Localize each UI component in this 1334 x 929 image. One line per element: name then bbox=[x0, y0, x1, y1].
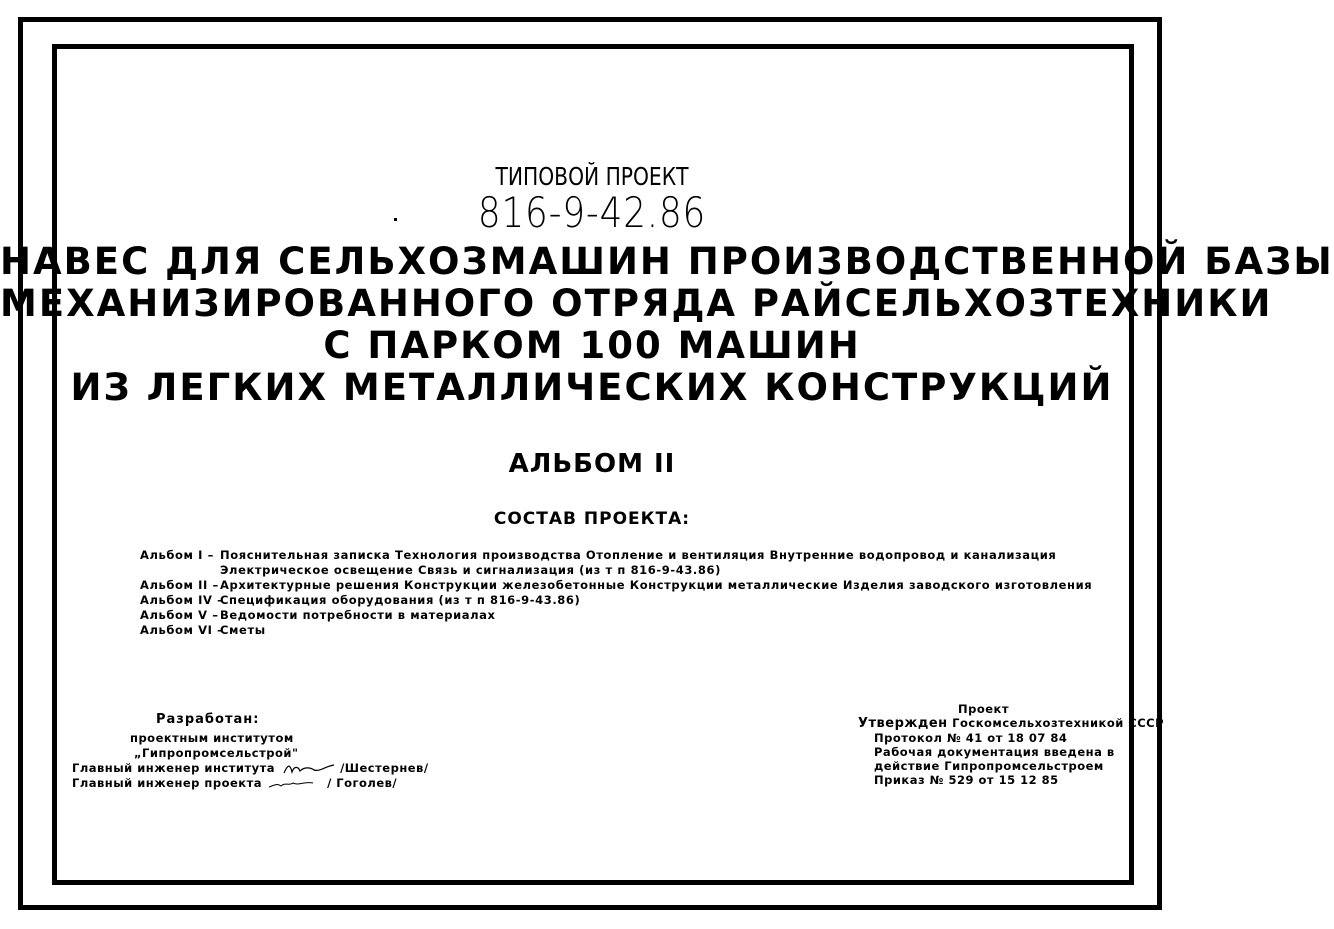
developer-block bbox=[72, 712, 429, 791]
signature-icon bbox=[267, 777, 323, 791]
chief-engineer-project-row bbox=[72, 776, 429, 791]
album-key bbox=[140, 563, 220, 578]
title-line-4: ИЗ ЛЕГКИХ МЕТАЛЛИЧЕСКИХ КОНСТРУКЦИЙ bbox=[70, 366, 1114, 409]
album-value: Пояснительная записка Технология производства Отопление и вентиляция Внутренние водопровод и канализация bbox=[220, 548, 1057, 562]
album-key: Альбом V – bbox=[140, 608, 219, 622]
chief-engineer-institute-row bbox=[72, 761, 429, 776]
album-key: Альбом I – bbox=[140, 548, 214, 562]
chief-engineer-institute-label: Главный инженер института bbox=[72, 761, 276, 775]
chief-engineer-project-label: Главный инженер проекта bbox=[72, 776, 263, 790]
approved-by: Госкомсельхозтехникой СССР bbox=[952, 716, 1165, 730]
album-key: Альбом VI – bbox=[140, 623, 224, 637]
album-key: Альбом IV – bbox=[140, 593, 224, 607]
album-value: Спецификация оборудования (из т п 816-9-43.86) bbox=[220, 593, 581, 607]
title-line-3: С ПАРКОМ 100 МАШИН bbox=[323, 324, 861, 367]
album-list bbox=[140, 548, 1092, 638]
chief-engineer-project-name: / Гоголев/ bbox=[327, 776, 398, 790]
project-number: 816-9-42.86 bbox=[477, 188, 707, 237]
album-value: Сметы bbox=[220, 623, 266, 637]
chief-engineer-institute-name: /Шестернев/ bbox=[340, 761, 429, 775]
approval-line-0: Проект bbox=[958, 702, 1010, 716]
developer-heading: Разработан: bbox=[156, 712, 260, 727]
album-value: Электрическое освещение Связь и сигнализация (из т п 816-9-43.86) bbox=[220, 563, 721, 577]
album-row bbox=[140, 548, 1092, 563]
album-row bbox=[140, 563, 1092, 578]
album-row bbox=[140, 593, 1092, 608]
album-row bbox=[140, 623, 1092, 638]
approval-line-1 bbox=[858, 716, 1164, 731]
album-row bbox=[140, 608, 1092, 623]
approval-line-3: Рабочая документация введена в bbox=[874, 745, 1115, 759]
approval-block bbox=[858, 702, 1164, 787]
album-value: Ведомости потребности в материалах bbox=[220, 608, 496, 622]
album-row bbox=[140, 578, 1092, 593]
album-value: Архитектурные решения Конструкции железобетонные Конструкции металлические Изделия заводского изготовления bbox=[220, 578, 1093, 592]
project-type: ТИПОВОЙ ПРОЕКТ bbox=[495, 162, 689, 191]
title-line-2: МЕХАНИЗИРОВАННОГО ОТРЯДА РАЙСЕЛЬХОЗТЕХНИКИ bbox=[0, 282, 1273, 325]
developer-line-2: „Гипропромсельстрой" bbox=[134, 746, 299, 760]
signature-icon bbox=[280, 762, 336, 776]
developer-line-1: проектным институтом bbox=[130, 731, 294, 745]
title-line-1: НАВЕС ДЛЯ СЕЛЬХОЗМАШИН ПРОИЗВОДСТВЕННОЙ БАЗЫ bbox=[0, 240, 1334, 283]
composition-heading: СОСТАВ ПРОЕКТА: bbox=[493, 509, 691, 529]
approval-line-2: Протокол № 41 от 18 07 84 bbox=[874, 731, 1068, 745]
approval-line-4: действие Гипропромсельстроем bbox=[874, 759, 1104, 773]
album-key: Альбом II – bbox=[140, 578, 219, 592]
album-label: АЛЬБОМ II bbox=[508, 449, 676, 479]
approval-line-5: Приказ № 529 от 15 12 85 bbox=[874, 773, 1059, 787]
approved-label: Утвержден bbox=[858, 716, 948, 731]
